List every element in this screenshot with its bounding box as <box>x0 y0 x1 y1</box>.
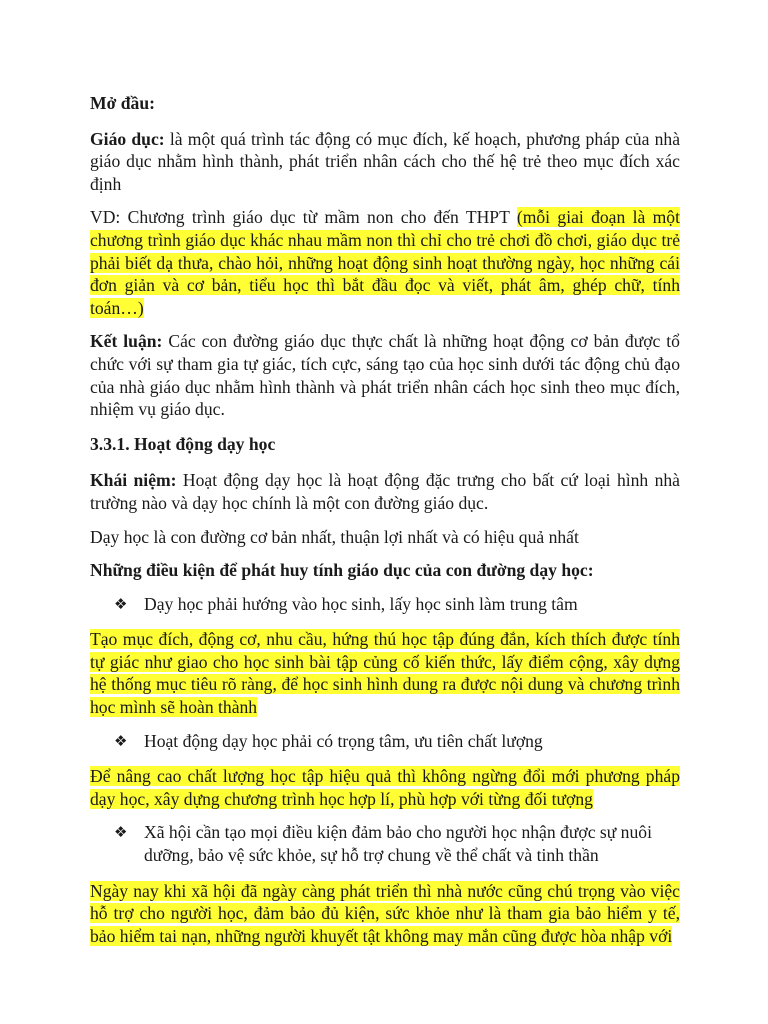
concept-paragraph <box>90 469 680 514</box>
conclusion-text: Các con đường giáo dục thực chất là những hoạt động cơ bản được tổ chức với sự tham gia tự giác, tích cực, sáng tạo của học sinh dưới tác động chủ đạo của nhà giáo dục nhằm hình thành và phát triển nhân cách học sinh theo mục đích, nhiệm vụ giáo dục. <box>90 331 680 420</box>
example-paragraph <box>90 206 680 319</box>
condition-note-3 <box>90 880 680 948</box>
condition-note-text: Để nâng cao chất lượng học tập hiệu quả thì không ngừng đổi mới phương pháp dạy học, xây dựng chương trình học hợp lí, phù hợp với từng đối tượng <box>90 766 680 809</box>
basic-statement: Dạy học là con đường cơ bản nhất, thuận lợi nhất và có hiệu quả nhất <box>90 526 579 547</box>
conclusion-paragraph <box>90 330 680 420</box>
diamond-bullet-icon: ❖ <box>114 823 128 842</box>
condition-bullet-2 <box>90 730 680 753</box>
condition-bullet-text: Xã hội cần tạo mọi điều kiện đảm bảo cho người học nhận được sự nuôi dưỡng, bảo vệ sức khỏe, sự hỗ trợ chung về thể chất và tinh thần <box>144 822 652 866</box>
concept-term: Khái niệm: <box>90 470 177 491</box>
definition-term: Giáo dục: <box>90 128 165 149</box>
conclusion-term: Kết luận: <box>90 331 163 352</box>
condition-note-text: Ngày nay khi xã hội đã ngày càng phát triển thì nhà nước cũng chú trọng vào việc hỗ trợ cho người học, đảm bảo đủ kiện, sức khỏe như là tham gia bảo hiểm y tế, bảo hiểm tai nạn, những người khuyết tật không may mắn cũng được hòa nhập với <box>90 880 680 946</box>
example-highlighted: (mỗi giai đoạn là một chương trình giáo dục khác nhau mầm non thì chỉ cho trẻ chơi đồ chơi, giáo dục trẻ phải biết dạ thưa, chào hỏi, những hoạt động sinh hoạt thường ngày, học những cái đơn giản và cơ bản, tiểu học thì bắt đầu đọc và viết, phát âm, ghép chữ, tính toán…) <box>90 207 680 318</box>
condition-bullet-1 <box>90 593 680 616</box>
example-plain: VD: Chương trình giáo dục từ mầm non cho đến THPT <box>90 207 517 228</box>
condition-bullet-text: Hoạt động dạy học phải có trọng tâm, ưu tiên chất lượng <box>144 730 543 751</box>
intro-title: Mở đầu: <box>90 93 155 113</box>
condition-bullet-text: Dạy học phải hướng vào học sinh, lấy học sinh làm trung tâm <box>144 593 578 614</box>
condition-note-1 <box>90 628 680 718</box>
concept-text: Hoạt động dạy học là hoạt động đặc trưng cho bất cứ loại hình nhà trường nào và dạy học chính là một con đường giáo dục. <box>90 470 680 513</box>
condition-bullet-3 <box>90 821 680 866</box>
definition-paragraph <box>90 128 680 196</box>
diamond-bullet-icon: ❖ <box>114 731 128 750</box>
condition-note-text: Tạo mục đích, động cơ, nhu cầu, hứng thú học tập đúng đắn, kích thích được tính tự giác như giao cho học sinh bài tập củng cố kiến thức, lấy điểm cộng, xây dựng hệ thống mục tiêu rõ ràng, để học sinh hình dung ra được nội dung và chương trình học mình sẽ hoàn thành <box>90 629 680 718</box>
section-heading: 3.3.1. Hoạt động dạy học <box>90 433 276 454</box>
definition-text: là một quá trình tác động có mục đích, kế hoạch, phương pháp của nhà giáo dục nhằm hình thành, phát triển nhân cách cho thế hệ trẻ theo mục đích xác định <box>90 128 681 194</box>
condition-note-2 <box>90 765 680 810</box>
conditions-heading: Những điều kiện để phát huy tính giáo dục của con đường dạy học: <box>90 560 594 581</box>
diamond-bullet-icon: ❖ <box>114 594 128 613</box>
